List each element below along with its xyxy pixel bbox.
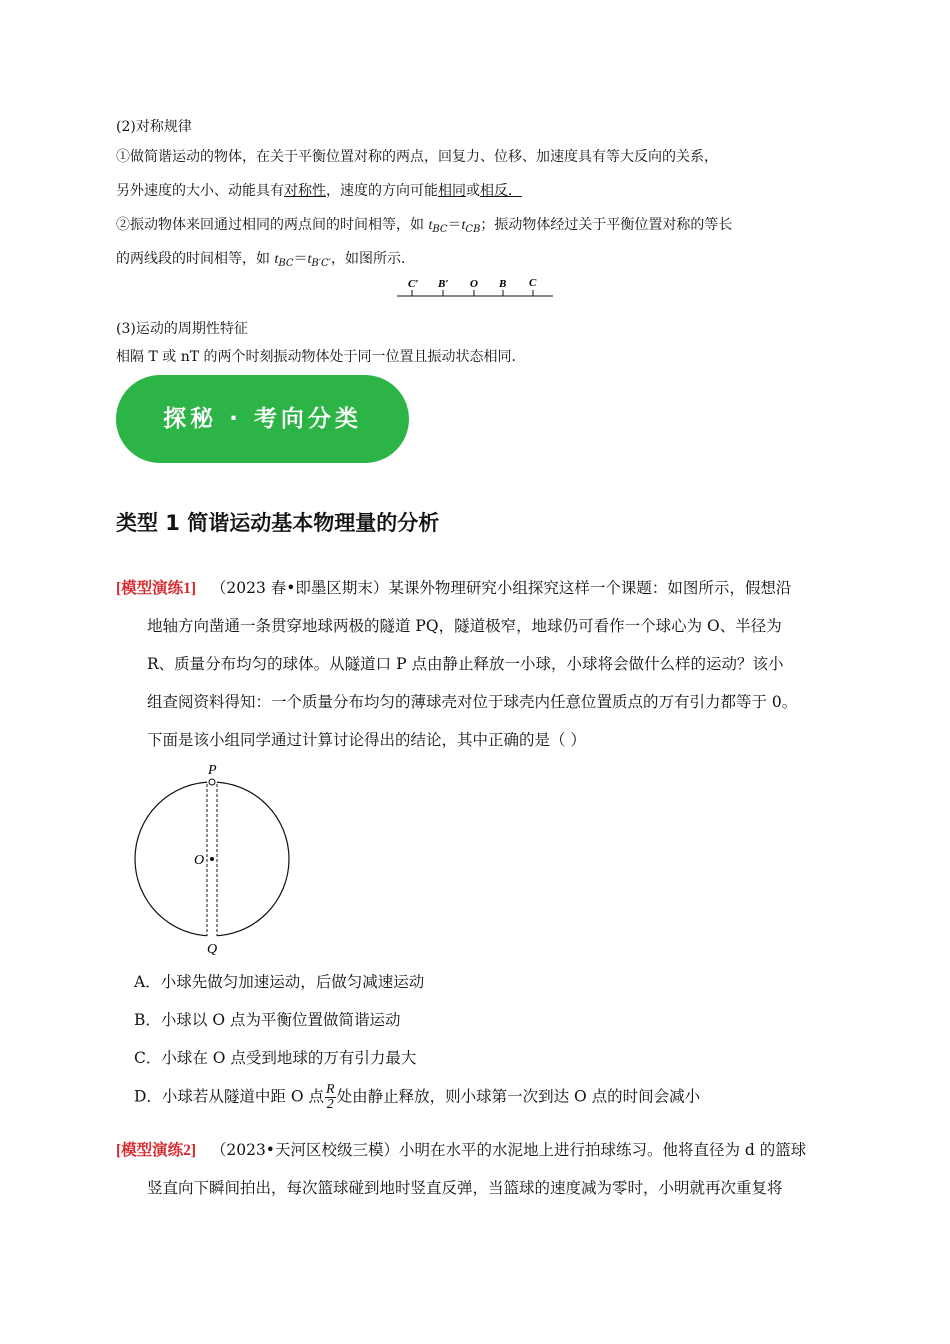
text-run: （2023•天河区校级三模）小明在水平的水泥地上进行拍球练习。他将直径为 d 的篮球 [210,1141,807,1159]
question-2-line-1 [116,1138,806,1160]
axis-label-b: B [499,278,507,290]
text-run: ，如图所示． [330,251,415,267]
label-q: Q [207,942,218,957]
question-tag: [模型演练2] [116,1142,197,1159]
symmetry-paragraph-2-line-1 [116,214,732,235]
fraction-numerator: R [326,1082,335,1097]
center-point [210,857,214,861]
question-1-line-1 [116,576,791,598]
option-c: C．小球在 O 点受到地球的万有引力最大 [134,1049,417,1067]
earth-tunnel-figure [128,760,298,958]
text-run: ，速度的方向可能 [326,183,438,199]
axis-label-c: C [529,277,537,289]
label-o: O [194,853,205,868]
text-run: 处由静止释放，则小球第一次到达 O 点的时间会减小 [336,1087,701,1106]
question-1-line-4: 组查阅资料得知：一个质量分布均匀的薄球壳对位于球壳内任意位置质点的万有引力都等于 0。 [147,693,798,711]
section-badge [116,375,409,463]
subscript: BC [278,258,294,269]
question-tag: [模型演练1] [116,580,197,597]
subscript: B′C′ [311,258,331,269]
underlined-term-opposite: 相反 [480,183,508,199]
equals-sign: ＝ [293,251,308,267]
axis-label-o: O [470,278,478,290]
question-1-line-5: 下面是该小组同学通过计算讨论得出的结论，其中正确的是（ ） [147,731,586,749]
axis-label-c-prime: C′ [408,278,419,290]
time-symbol: t [428,218,433,233]
text-run: ②振动物体来回通过相同的两点间的时间相等，如 [116,217,429,233]
underlined-term-same: 相同 [438,183,466,199]
text-run: 另外速度的大小、动能具有 [116,183,284,199]
equals-sign: ＝ [447,217,462,233]
option-b: B．小球以 O 点为平衡位置做简谐运动 [134,1011,401,1029]
fraction-r-over-2 [325,1083,336,1112]
section-title-symmetry: (2)对称规律 [116,119,192,135]
option-a: A．小球先做匀加速运动，后做匀减速运动 [134,973,425,991]
time-symbol: t [274,252,279,267]
symmetry-paragraph-1-line-2 [116,180,522,200]
ball-at-p [209,779,215,785]
subscript: BC [432,224,448,235]
text-run: （2023 春•即墨区期末）某课外物理研究小组探究这样一个课题：如图所示，假想沿 [210,579,792,597]
label-p: P [208,763,217,778]
axis-label-b-prime: B′ [438,278,449,290]
question-2-line-2: 竖直向下瞬间拍出，每次篮球碰到地时竖直反弹，当篮球的速度减为零时，小明就再次重复将 [147,1179,783,1197]
text-run: ；振动物体经过关于平衡位置对称的等长 [480,217,733,233]
question-1-line-3: R、质量分布均匀的球体。从隧道口 P 点由静止释放一小球，小球将会做什么样的运动？该小 [147,655,784,673]
section-title-periodicity: (3)运动的周期性特征 [116,321,248,337]
time-symbol: t [461,218,466,233]
text-run: 或 [466,183,480,199]
symmetry-paragraph-1-line-1: ①做简谐运动的物体，在关于平衡位置对称的两点，回复力、位移、加速度具有等大反向的关系， [116,149,718,165]
symmetry-paragraph-2-line-2 [116,248,415,269]
option-d [134,1083,700,1112]
question-1-line-2: 地轴方向凿通一条贯穿地球两极的隧道 PQ，隧道极窄，地球仍可看作一个球心为 O、半径为 [147,617,782,635]
fraction-denominator: 2 [326,1097,334,1112]
periodicity-text: 相隔 T 或 nT 的两个时刻振动物体处于同一位置且振动状态相同． [116,349,526,365]
underlined-term-symmetry: 对称性 [284,183,326,199]
text-run: D．小球若从隧道中距 O 点 [134,1087,324,1106]
subscript: CB [465,224,481,235]
section-badge-label: 探秘 · 考向分类 [163,406,362,432]
time-symbol: t [307,252,312,267]
symmetry-axis-figure [395,272,557,302]
text-run: 的两线段的时间相等，如 [116,251,275,267]
type-heading: 类型 1 简谐运动基本物理量的分析 [116,511,440,535]
text-run: ． [508,183,522,199]
